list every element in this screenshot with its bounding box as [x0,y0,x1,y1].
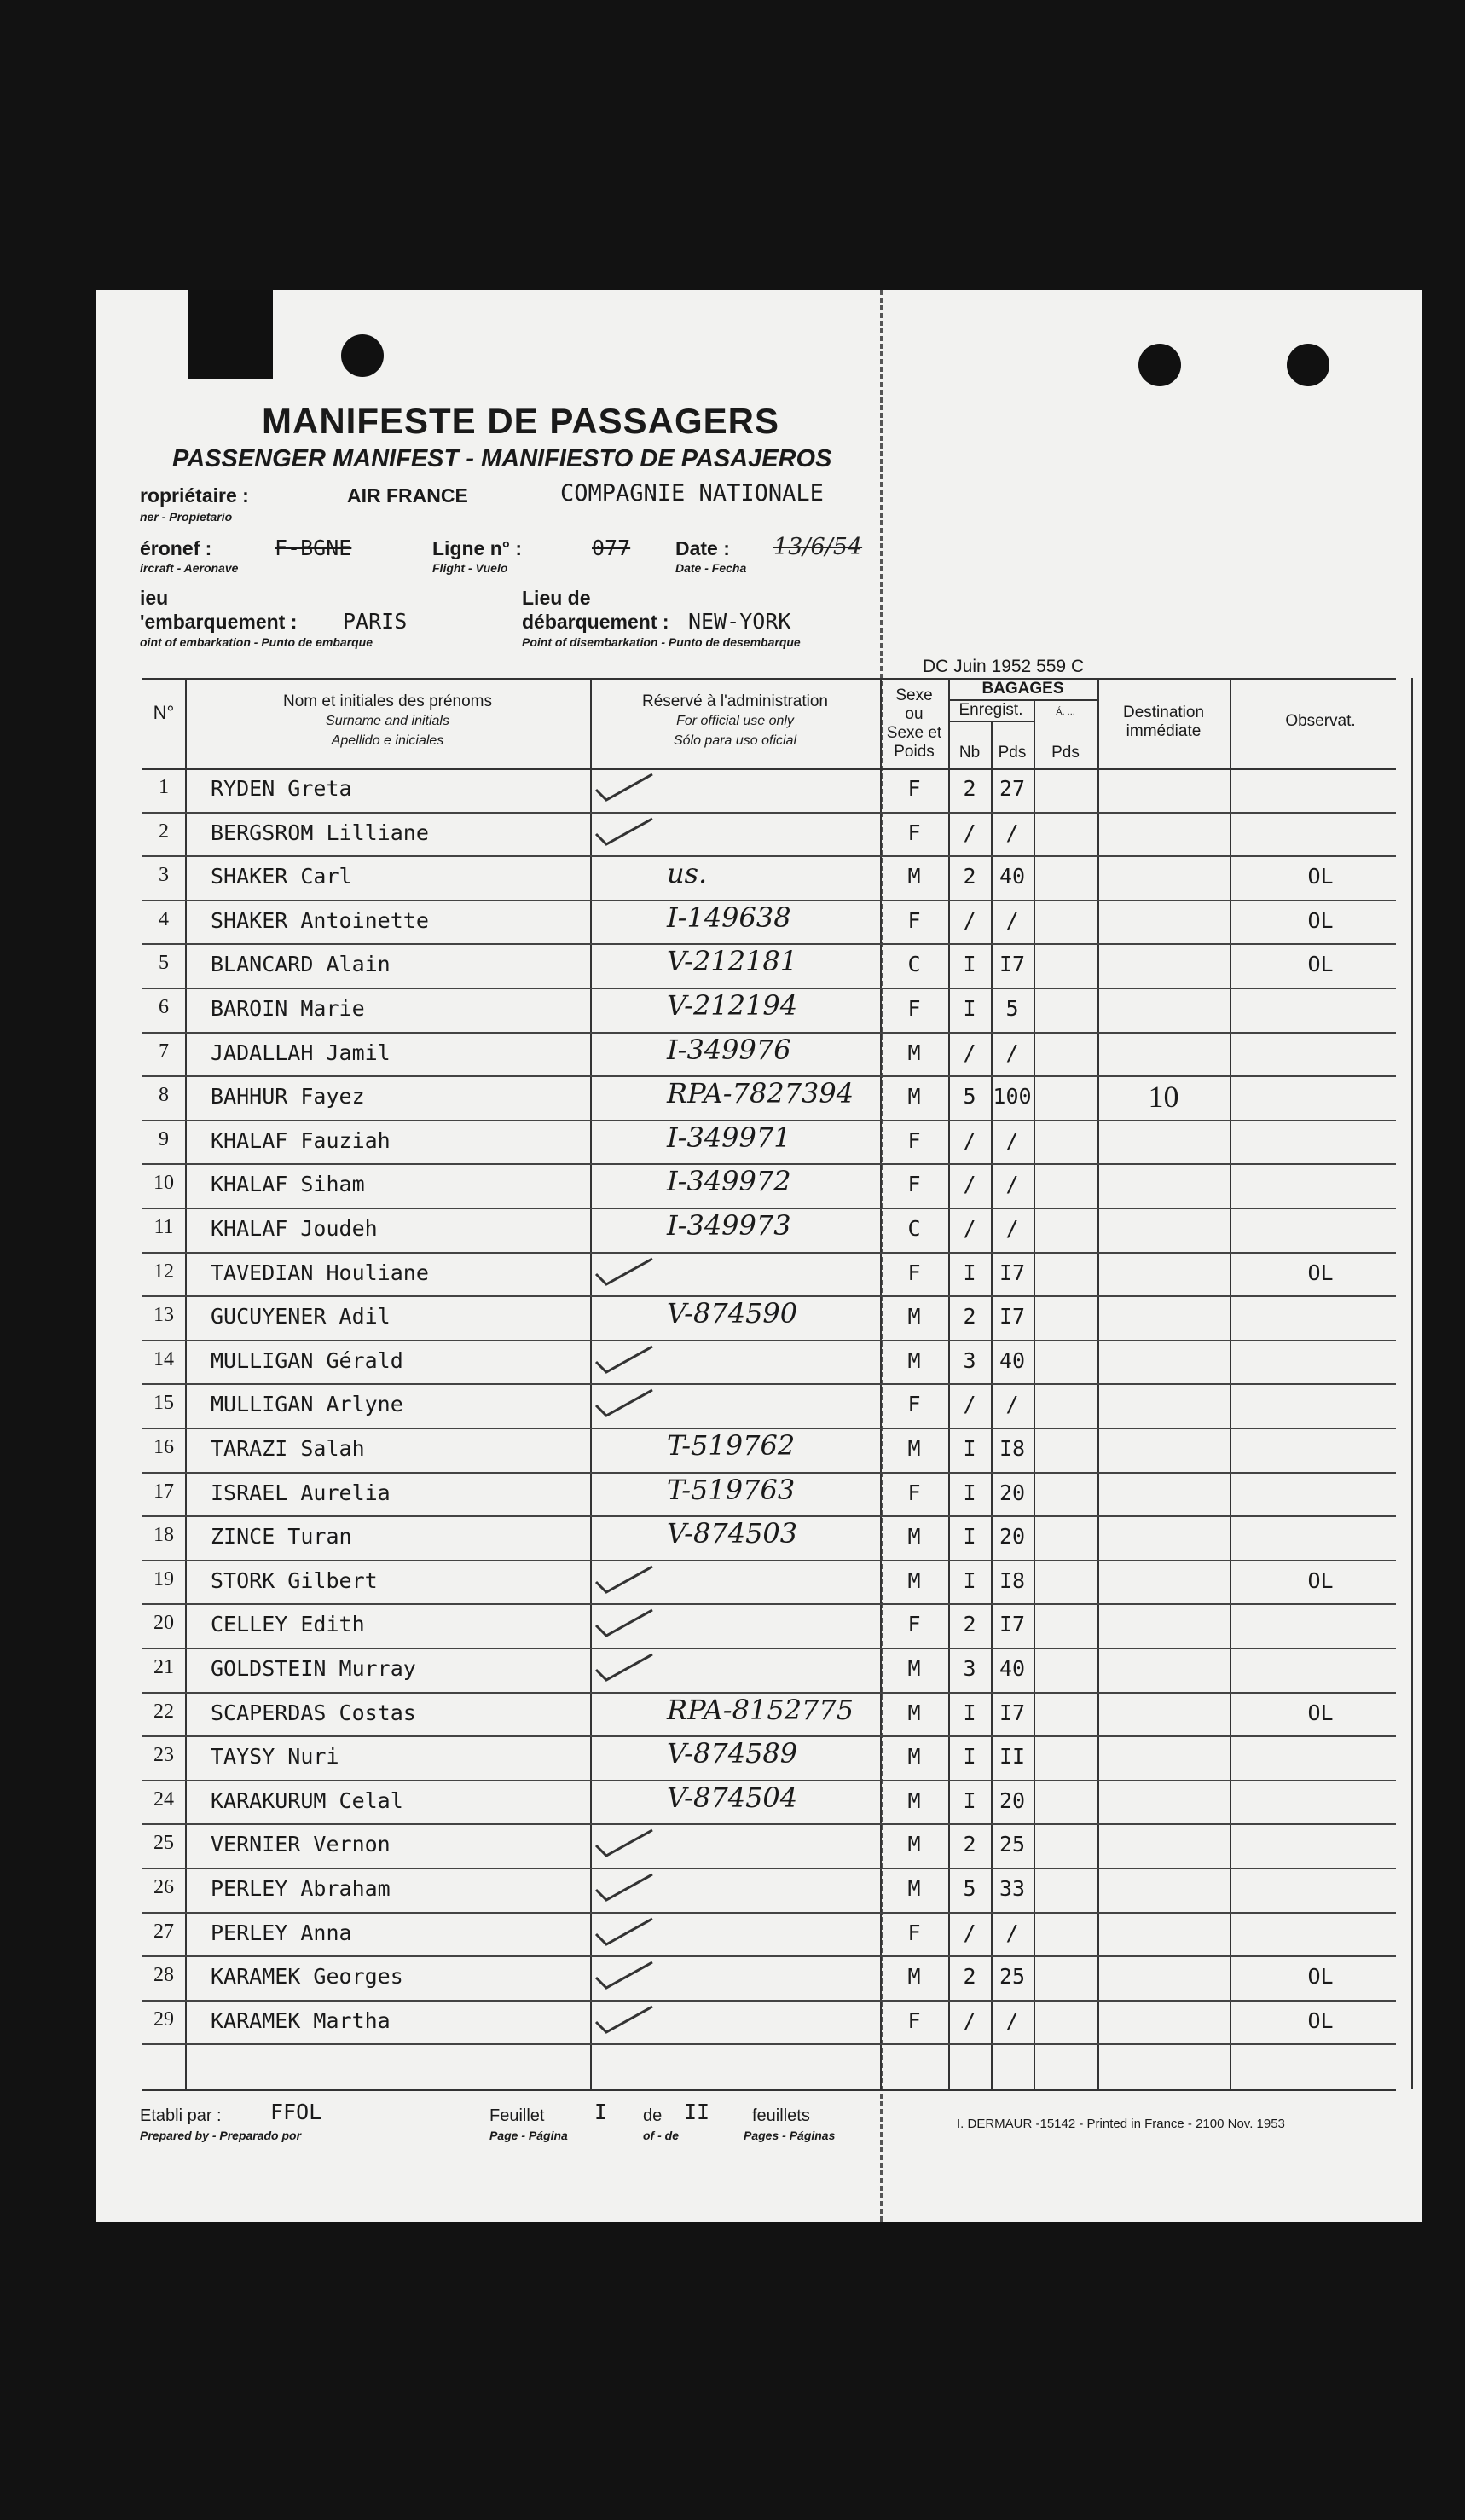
passenger-name: KARAMEK Martha [211,2007,391,2033]
date-value: 13/6/54 [773,534,863,560]
passenger-name: TARAZI Salah [211,1436,365,1461]
row-number: 20 [153,1612,174,1635]
baggage-count: I [963,996,976,1021]
passenger-name: SCAPERDAS Costas [211,1700,416,1725]
admin-document-number: I-349976 [667,1033,791,1066]
passenger-name: MULLIGAN Gérald [211,1347,403,1373]
punch-hole [1138,344,1181,386]
disembark-sub: Point of disembarkation - Punto de desembarque [522,635,801,649]
passenger-name: KHALAF Joudeh [211,1216,378,1241]
check-mark-icon [594,1345,654,1374]
passenger-name: RYDEN Greta [211,776,352,801]
row-divider [142,855,1396,857]
admin-document-number: I-149638 [667,901,791,934]
admin-document-number: V-212194 [667,989,798,1022]
baggage-count: 2 [963,1612,976,1637]
baggage-weight: I7 [999,1260,1026,1285]
prepared-label: Etabli par : [140,2106,222,2125]
baggage-weight: / [1005,1040,1019,1065]
admin-document-number: V-874590 [667,1297,798,1330]
baggage-weight: 27 [999,776,1026,801]
baggage-count: I [963,1480,976,1505]
passenger-name: ZINCE Turan [211,1524,352,1550]
baggage-count: I [963,952,976,977]
disembark-label-1: Lieu de [522,587,591,609]
passenger-name: STORK Gilbert [211,1567,378,1593]
baggage-weight: 20 [999,1480,1026,1505]
passenger-sex: F [907,996,921,1021]
baggage-count: 2 [963,1964,976,1990]
baggage-count: I [963,1744,976,1770]
col-bagages: BAGAGES [981,680,1064,698]
passenger-sex: C [907,952,921,977]
row-number: 5 [159,952,169,975]
passenger-name: PERLEY Abraham [211,1876,391,1901]
passenger-sex: M [907,1832,921,1857]
row-number: 15 [153,1392,174,1415]
baggage-weight: 20 [999,1524,1026,1550]
flight-label: Ligne n° : [432,537,523,559]
aircraft-sub: ircraft - Aeronave [140,561,239,575]
row-number: 14 [153,1347,174,1370]
baggage-count: / [963,1216,976,1241]
col-num: N° [153,702,175,723]
passenger-name: GUCUYENER Adil [211,1304,391,1330]
passenger-sex: F [907,1392,921,1417]
baggage-weight: 5 [1005,996,1019,1021]
passenger-sex: F [907,820,921,845]
passenger-sex: C [907,1216,921,1241]
row-number: 13 [153,1304,174,1327]
baggage-count: / [963,1127,976,1153]
row-divider [142,812,1396,814]
printer-line: I. DERMAUR -15142 - Printed in France - 2100 Nov. 1953 [957,2117,1285,2131]
row-number: 2 [159,820,169,843]
baggage-weight: II [999,1744,1026,1770]
baggage-count: 5 [963,1876,976,1901]
check-mark-icon [594,1608,654,1637]
embark-label-1: ieu [140,587,169,609]
baggage-count: 2 [963,864,976,889]
passenger-name: KHALAF Fauziah [211,1127,391,1153]
baggage-count: / [963,2007,976,2033]
passenger-name: BERGSROM Lilliane [211,820,429,845]
baggage-count: I [963,1436,976,1461]
baggage-count: 2 [963,776,976,801]
row-number: 7 [159,1040,169,1063]
admin-document-number: I-349973 [667,1209,791,1242]
baggage-weight: I7 [999,952,1026,977]
admin-document-number: V-212181 [667,945,798,978]
row-number: 11 [153,1216,174,1238]
embark-sub: oint of embarkation - Punto de embarque [140,635,373,649]
passenger-sex: M [907,1700,921,1725]
admin-document-number: V-874504 [667,1781,798,1814]
check-mark-icon [594,1565,654,1594]
manifest-sheet [96,290,1422,2222]
check-mark-icon [594,1257,654,1286]
passenger-name: ISRAEL Aurelia [211,1480,391,1505]
passenger-name: PERLEY Anna [211,1920,352,1945]
baggage-count: 3 [963,1656,976,1681]
passenger-sex: F [907,1172,921,1197]
check-mark-icon [594,1828,654,1857]
baggage-weight: I7 [999,1612,1026,1637]
col-nb: Nb [958,744,981,762]
passenger-sex: F [907,1920,921,1945]
row-number: 8 [159,1084,169,1107]
col-main: Á. ... [1056,707,1075,717]
admin-document-number: I-349971 [667,1121,791,1154]
check-mark-icon [594,773,654,802]
passenger-name: TAYSY Nuri [211,1744,339,1770]
passenger-name: BAROIN Marie [211,996,365,1021]
passenger-name: SHAKER Antoinette [211,907,429,933]
baggage-weight: 25 [999,1832,1026,1857]
passenger-name: MULLIGAN Arlyne [211,1392,403,1417]
row-divider [142,1252,1396,1254]
passenger-name: KHALAF Siham [211,1172,365,1197]
destination: 10 [1148,1080,1179,1115]
admin-document-number: RPA-7827394 [667,1077,854,1110]
baggage-count: / [963,1040,976,1065]
row-divider [142,1383,1396,1385]
row-divider [142,2043,1396,2045]
baggage-weight: / [1005,1392,1019,1417]
baggage-weight: I7 [999,1700,1026,1725]
baggage-weight: / [1005,1920,1019,1945]
row-number: 4 [159,907,169,930]
baggage-weight: 100 [993,1084,1032,1109]
baggage-weight: / [1005,907,1019,933]
baggage-count: / [963,1920,976,1945]
baggage-weight: / [1005,1216,1019,1241]
row-number: 28 [153,1964,174,1987]
col-pds2: Pds [1051,744,1080,762]
passenger-name: KARAKURUM Celal [211,1787,403,1813]
passenger-sex: M [907,1656,921,1681]
date-sub: Date - Fecha [675,561,747,575]
disembark-label-2: débarquement : [522,611,669,633]
row-number: 16 [153,1436,174,1458]
passenger-name: BAHHUR Fayez [211,1084,365,1109]
baggage-count: / [963,907,976,933]
row-number: 17 [153,1480,174,1503]
check-mark-icon [594,1653,654,1682]
passenger-sex: F [907,1260,921,1285]
baggage-weight: 20 [999,1787,1026,1813]
observation: OL [1307,952,1334,977]
admin-document-number: I-349972 [667,1165,791,1198]
punch-hole [1287,344,1329,386]
row-number: 1 [159,776,169,798]
sheets-sub: Pages - Páginas [744,2129,836,2142]
baggage-weight: I8 [999,1567,1026,1593]
observation: OL [1307,1567,1334,1593]
passenger-sex: F [907,1480,921,1505]
prepared-value: FFOL [270,2100,322,2124]
baggage-count: I [963,1260,976,1285]
row-number: 22 [153,1700,174,1723]
passenger-sex: M [907,1567,921,1593]
baggage-count: / [963,820,976,845]
passenger-sex: M [907,1304,921,1330]
admin-document-number: V-874503 [667,1517,798,1550]
observation: OL [1307,1964,1334,1990]
passenger-sex: M [907,864,921,889]
owner-stamp: COMPAGNIE NATIONALE [560,480,824,507]
baggage-weight: I7 [999,1304,1026,1330]
baggage-weight: 40 [999,1656,1026,1681]
observation: OL [1307,2007,1334,2033]
baggage-weight: 33 [999,1876,1026,1901]
owner-sub: ner - Propietario [140,510,233,524]
passenger-name: JADALLAH Jamil [211,1040,391,1065]
row-divider [142,1603,1396,1605]
baggage-count: / [963,1172,976,1197]
row-number: 6 [159,996,169,1018]
punch-hole [341,334,384,377]
embark-label-2: 'embarquement : [140,611,298,633]
sheet-tab [188,290,273,379]
row-number: 3 [159,864,169,887]
passenger-sex: M [907,1524,921,1550]
row-number: 18 [153,1524,174,1547]
check-mark-icon [594,2005,654,2034]
baggage-weight: 40 [999,1347,1026,1373]
passenger-name: BLANCARD Alain [211,952,391,977]
passenger-name: VERNIER Vernon [211,1832,391,1857]
baggage-weight: 25 [999,1964,1026,1990]
passenger-sex: M [907,1040,921,1065]
date-label: Date : [675,537,730,559]
baggage-count: I [963,1700,976,1725]
observation: OL [1307,1260,1334,1285]
manifest-title: MANIFESTE DE PASSAGERS [262,401,779,441]
admin-document-number: V-874589 [667,1737,798,1770]
disembark-value: NEW-YORK [688,609,791,634]
form-code: DC Juin 1952 559 C [923,657,1085,676]
col-pds: Pds [998,744,1027,762]
observation: OL [1307,1700,1334,1725]
row-divider [142,2000,1396,2002]
passenger-sex: M [907,1964,921,1990]
row-number: 23 [153,1744,174,1767]
baggage-weight: / [1005,2007,1019,2033]
row-number: 10 [153,1172,174,1195]
row-divider [142,1955,1396,1957]
baggage-count: 2 [963,1832,976,1857]
row-divider [142,1648,1396,1649]
of-label: de [643,2106,663,2125]
check-mark-icon [594,1917,654,1946]
col-sexe: Sexe ou Sexe et Poids [886,686,942,761]
owner-label: ropriétaire : [140,484,249,507]
check-mark-icon [594,817,654,846]
check-mark-icon [594,1961,654,1990]
passenger-name: GOLDSTEIN Murray [211,1656,416,1681]
passenger-sex: F [907,1612,921,1637]
observation: OL [1307,864,1334,889]
baggage-count: I [963,1524,976,1550]
passenger-sex: M [907,1436,921,1461]
sheets-label: feuillets [752,2106,810,2125]
col-destination: Destination immédiate [1122,704,1205,740]
row-number: 27 [153,1920,174,1943]
row-number: 29 [153,2007,174,2030]
row-divider [142,1560,1396,1561]
row-divider [142,1823,1396,1825]
baggage-count: / [963,1392,976,1417]
flight-value: 077 [592,536,631,560]
passenger-sex: F [907,776,921,801]
aircraft-value: F-BGNE [275,536,352,560]
baggage-count: I [963,1567,976,1593]
sheet-sub: Page - Página [489,2129,568,2142]
row-number: 25 [153,1832,174,1855]
passenger-sex: M [907,1787,921,1813]
baggage-weight: 40 [999,864,1026,889]
sheet-value: I [594,2100,608,2124]
aircraft-label: éronef : [140,537,212,559]
owner-value: AIR FRANCE [347,484,468,507]
check-mark-icon [594,1873,654,1902]
embark-value: PARIS [343,609,408,634]
baggage-count: I [963,1787,976,1813]
baggage-weight: / [1005,820,1019,845]
row-number: 12 [153,1260,174,1283]
row-number: 21 [153,1656,174,1678]
passenger-sex: M [907,1876,921,1901]
col-name: Nom et initiales des prénoms Surname and initials Apellido e iniciales [283,692,492,748]
flight-sub: Flight - Vuelo [432,561,508,575]
of-value: II [684,2100,710,2124]
row-number: 24 [153,1787,174,1810]
baggage-weight: I8 [999,1436,1026,1461]
col-enregist: Enregist. [958,701,1023,719]
row-divider [142,1340,1396,1341]
row-number: 26 [153,1876,174,1898]
row-number: 19 [153,1567,174,1590]
admin-document-number: T-519763 [667,1473,796,1506]
row-divider [142,1912,1396,1914]
row-divider [142,1868,1396,1869]
baggage-count: 3 [963,1347,976,1373]
col-observ: Observat. [1285,712,1356,730]
passenger-sex: F [907,907,921,933]
passenger-name: CELLEY Edith [211,1612,365,1637]
passenger-sex: F [907,1127,921,1153]
passenger-name: KARAMEK Georges [211,1964,403,1990]
baggage-weight: / [1005,1127,1019,1153]
admin-document-number: us. [667,857,708,890]
baggage-count: 5 [963,1084,976,1109]
check-mark-icon [594,1388,654,1417]
baggage-weight: / [1005,1172,1019,1197]
sheet-label: Feuillet [489,2106,545,2125]
passenger-name: TAVEDIAN Houliane [211,1260,429,1285]
admin-document-number: T-519762 [667,1429,796,1462]
passenger-sex: F [907,2007,921,2033]
passenger-sex: M [907,1084,921,1109]
passenger-sex: M [907,1347,921,1373]
admin-document-number: RPA-8152775 [667,1693,854,1726]
manifest-subtitle: PASSENGER MANIFEST - MANIFIESTO DE PASAJEROS [172,445,832,472]
passenger-name: SHAKER Carl [211,864,352,889]
baggage-count: 2 [963,1304,976,1330]
row-number: 9 [159,1127,169,1150]
observation: OL [1307,907,1334,933]
passenger-sex: M [907,1744,921,1770]
prepared-sub: Prepared by - Preparado por [140,2129,302,2142]
col-admin: Réservé à l'administration For official use only Sólo para uso oficial [642,692,828,748]
of-sub: of - de [643,2129,679,2142]
